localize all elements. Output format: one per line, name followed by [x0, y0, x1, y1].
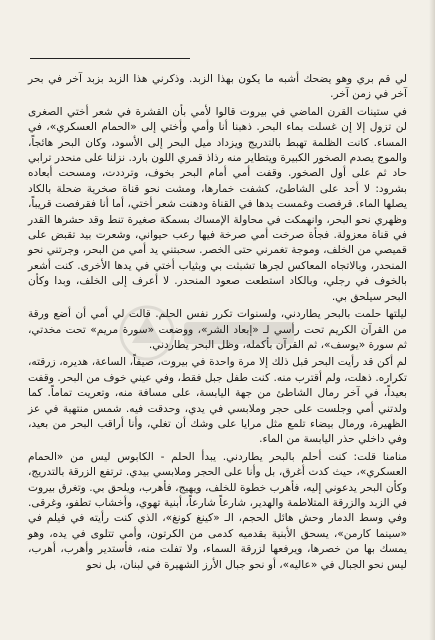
- paragraph-5: منامنا قلت: كنت أحلم بالبحر يطاردني. يبدأ الحلم - الكابوس ليس من «الحمام العسكري»، حيث كدت أغرق، بل وأنا على الحجر وملابسي بيدي. ترتفع الزرقة بالتدريج، وكأن البحر يدعوني إليه، فأهرب خطوة للخلف، ويهيج، فأهرب، ويلحق بي. وتغرق بيروت في الزبد والزرقة المتلاطمة والهدير، شارعاً شارعاً، أبنية تهوي، وأخشاب تطفو، وغرقى. وفي وسط الدمار وحش هائل الحجم، الـ «كينغ كونغ»، الذي كنت رأيته في فيلم في «سينما كارمن»، يسحق الأبنية بقدميه كدمى من الكرتون، وأمي تتلوى في يده، وهو يمسك بها من خصرها، ويرفعها لزرقة السماء، ولا تفلت منه، فأستدير وأهرب، أهرب، ليس نحو الجبال في «عاليه»، أو نحو جبال الأرز الشهيرة في لبنان، بل نحو: [28, 450, 407, 571]
- scan-edge-shadow: [429, 0, 435, 640]
- paragraph-1: لي قم بري وهو يضحك أشبه ما يكون بهذا الزبد. وذكرني هذا الزبد بزبد آخر في بحر آخر في زمن آخر.: [28, 73, 407, 101]
- paragraph-4: لم أكن قد رأيت البحر قبل ذلك إلا مرة واحدة في بيروت، صيفاً، الساعة، هديره، زرقته، تكراره. ذهلت، ولم أقترب منه. كنت طفل جبل فقط، وفي عيني خوف من البحر. وقفت بعيداً، في آخر رمال الشاطئ من جهة اليابسة، على مسافة منه، وتعريت تماماً. كما ولدتني أمي وجلست على حجر وملابسي في يدي، وحدقت فيه. شمس منتهية في عز الظهيرة، ورمال بيضاء تلمع مثل مرايا على وشك أن تغلي، وأنا أراقب البحر من بعيد، وفي داخلي حذر اليابسة من الماء.: [28, 356, 407, 446]
- paragraph-3: ليلتها حلمت بالبحر يطاردني، ولسنوات تكرر نفس الحلم. قالت لي أمي أن أضع ورقة من القرآن الكريم تحت رأسي لـ «إبعاد الشر»، ووضعت «سورة مريم» تحت مخدتي، ثم سورة «يوسف»، ثم القرآن بأكمله، وظل البحر يطاردني.: [28, 308, 407, 351]
- body-text: [28, 72, 407, 573]
- page-top-rule: [30, 58, 190, 59]
- paragraph-2: في ستينات القرن الماضي في بيروت قالوا لأمي بأن القشرة في شعر أختي الصغرى لن تزول إلا إن غسلت بماء البحر. ذهبنا أنا وأمي وأختي إلى «الحمام العسكري»، في المساء. كانت الظلمة تهبط بالتدريج ويزداد ميل البحر إلى الأسود، وكان البحر هائجاً، والموج يصدم الصخور الكبيرة ويتطاير منه رذاذ قمري اللون بارد. نزلنا على منحدر ترابي حاد ثم على أول الصخور. وقفت أمي أمام البحر بخوف، وترددت، ومسحت أبعاده بشرود: لا أحد على الشاطئ، كشفت خمارها، ومشت نحو قناة صخرية ضحلة بالكاد يصلها الماء. قرفصت وغمست يدها في القناة ودهنت شعر أختي، أما أنا فقرفصت قريباً، وظهري نحو البحر، وانهمكت في محاولة الإمساك بسمكة صغيرة تنط وقد حشرها القدر في قناة معزولة. فجأة صرخت أمي صرخة فيها رعب حيواني، وشعرت بيد تقبض على قميصي من الخلف، وموجة تغمرني حتى الخصر. سحبتني يد أمي من البحر، وجرتني نحو المنحدر، وبالاتجاه المعاكس لجرها تشبثت بي وبثياب أختي في يدها الأخرى. كنت أشعر بالخوف في رجلي، وبالكاد استطعت صعود المنحدر. لا أعرف إلى الخلف، وبدا وكأن البحر سيلحق بي.: [27, 105, 407, 303]
